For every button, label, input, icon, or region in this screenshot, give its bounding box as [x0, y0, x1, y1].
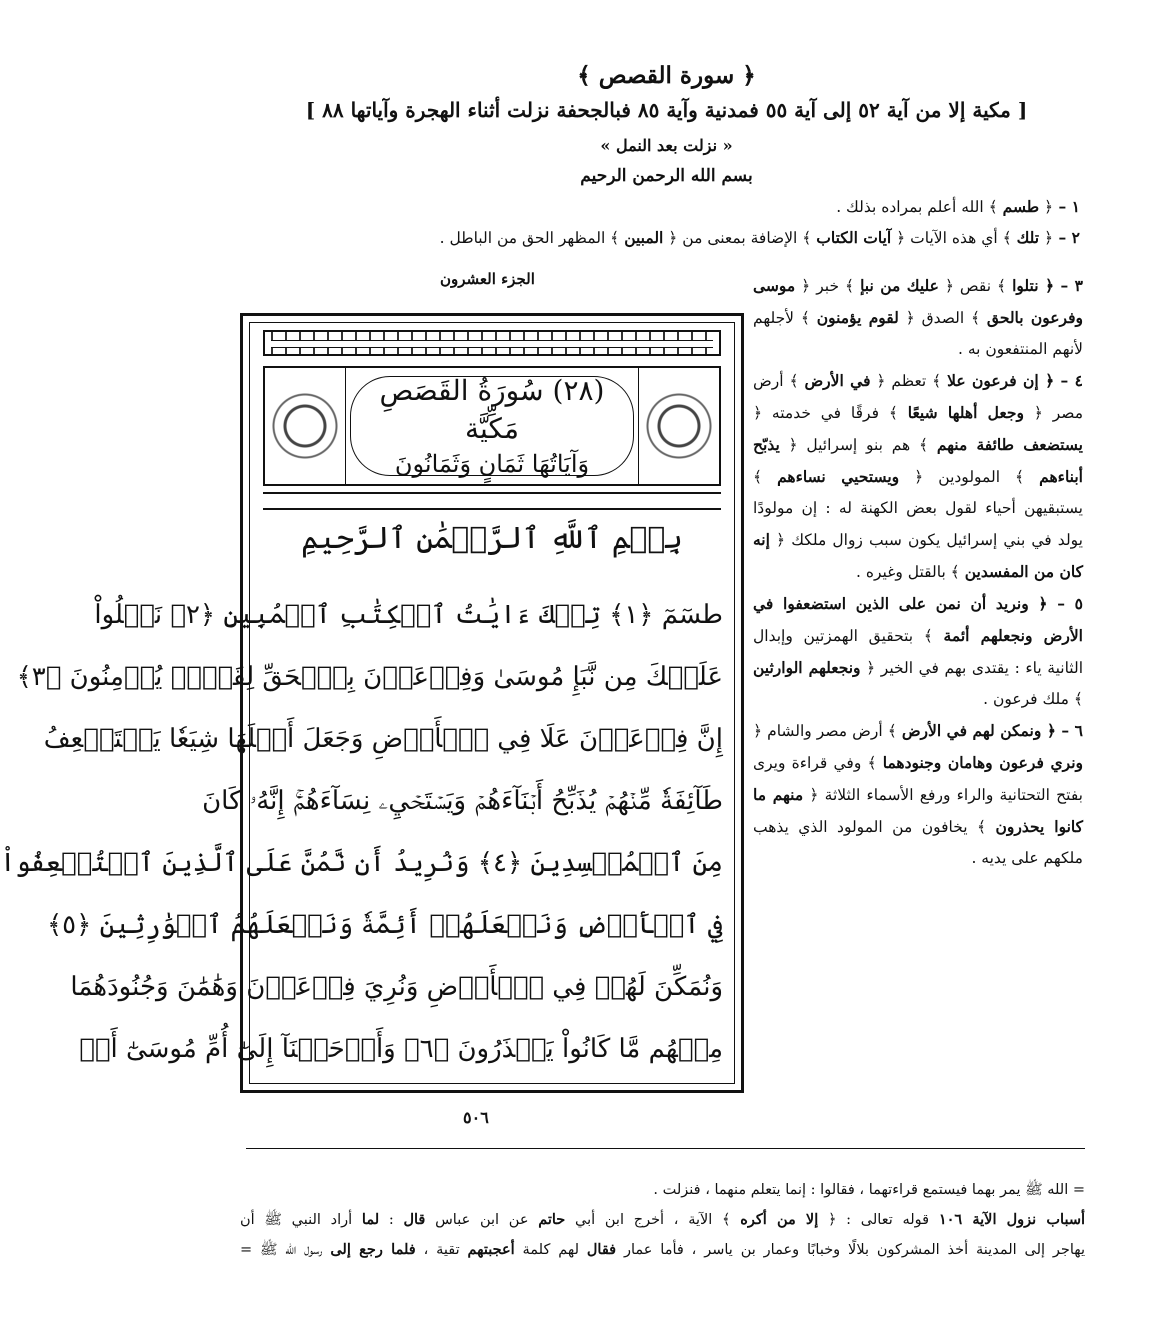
quran-phrase: لقوم يؤمنون — [816, 308, 899, 327]
commentary-text: ﴾ المولودين ﴿ — [899, 468, 1040, 486]
mushaf-line: طَآئِفَةٗ مِّنۡهُمۡ يُذَبِّحُ أَبۡنَآءَهُمۡ وَيَسۡتَحۡيِۦ نِسَآءَهُمۡۚ إِنَّهُۥ كَانَ — [202, 786, 723, 816]
quran-phrase: قال — [403, 1211, 426, 1228]
quran-phrase: لما — [361, 1211, 380, 1228]
quran-phrase: ونجعلهم الوارثين — [753, 658, 861, 677]
quran-phrase: ٥ – ﴿ — [1028, 594, 1083, 613]
quran-phrase: ٦ – ﴿ — [1041, 721, 1083, 740]
mushaf-line: مِنۡهُم مَّا كَانُواْ يَحۡذَرُونَ ﴿٦﴾ وَأَوۡحَيۡنَآ إِلَىٰٓ أُمِّ مُوسَىٰٓ أَنۡ — [79, 1034, 723, 1064]
commentary-column — [753, 270, 1083, 874]
quran-phrase: فقال — [586, 1241, 617, 1258]
quran-phrase: المبين — [624, 228, 664, 247]
quran-phrase: إن فرعون علا — [947, 371, 1039, 390]
commentary-text: ﴾ وفي قراءة ويرى بفتح التحتانية والراء ورفع الأسماء الثلاثة ﴿ — [753, 754, 1083, 804]
commentary-text: : — [379, 1212, 404, 1228]
commentary-text: قوله تعالى : ﴿ — [818, 1212, 939, 1228]
quran-phrase: ٣ – ﴿ — [1038, 276, 1083, 295]
mushaf-line: عَلَيۡكَ مِن نَّبَإِ مُوسَىٰ وَفِرۡعَوۡنَ بِٱلۡحَقِّ لِقَوۡمٖ يُؤۡمِنُونَ ﴿٣﴾ — [16, 662, 723, 692]
quran-phrase: ٤ – ﴿ — [1038, 371, 1083, 390]
mushaf-bismillah: بِسۡمِ ٱللَّهِ ٱلرَّحۡمَٰنِ ٱلرَّحِيمِ — [301, 521, 683, 556]
commentary-text: = الله ﷺ يمر بهما فيستمع قراءتهما ، فقالوا : إنما يتعلم منهما ، فنزلت . — [653, 1182, 1085, 1198]
footnote-line-1 — [240, 1176, 1085, 1204]
quran-phrase: ونمكن لهم في الأرض — [901, 721, 1042, 740]
commentary-text: ﴾ الصدق ﴿ — [898, 309, 987, 327]
commentary-text: ﴾ المظهر الحق من الباطل . — [439, 229, 625, 247]
verse-note-1 — [836, 197, 1080, 216]
commentary-text: ﴾ فرقًا في خدمته ﴿ — [753, 404, 908, 422]
mushaf-page-number: ٥٠٦ — [463, 1108, 489, 1127]
mushaf-line: مِنَ ٱلۡمُفۡسِدِينَ ﴿٤﴾ وَنُرِيدُ أَن نَّمُنَّ عَلَى ٱلَّذِينَ ٱسۡتُضۡعِفُواْ — [0, 848, 723, 878]
mushaf-sura-ayat-count: وَآيَاتُهَا ثَمَانٍ وَثَمَانُونَ — [394, 450, 590, 478]
sura-revelation-info: [ مكية إلا من آية ٥٢ إلى آية ٥٥ فمدنية وآية ٨٥ فبالجحفة نزلت أثناء الهجرة وآياتها ٨٨ ] — [305, 98, 1028, 122]
commentary-text: ﴾ يخافون من المولود الذي يذهب ملكهم على يديه . — [753, 818, 1083, 867]
commentary-text: ﴾ الله أعلم بمراده بذلك . — [836, 198, 1003, 216]
commentary-text: ﴾ أرض مصر والشام ﴿ — [753, 722, 902, 740]
mushaf-line: فِي ٱلۡأَرۡضِ وَنَجۡعَلَهُمۡ أَئِمَّةٗ وَنَجۡعَلَهُمُ ٱلۡوَٰرِثِينَ ﴿٥﴾ — [46, 910, 723, 940]
commentary-text: ﴾ تعظم ﴿ — [870, 372, 948, 390]
commentary-paragraph-5 — [753, 588, 1083, 715]
quran-phrase: أعجبتهم — [467, 1241, 515, 1258]
sura-header-box — [263, 366, 721, 486]
juz-heading: الجزء العشرون — [440, 270, 535, 288]
footnote-line-2 — [240, 1206, 1085, 1234]
sura-cartouche — [350, 376, 634, 476]
commentary-text: ﴿ — [1039, 229, 1054, 247]
quran-phrase: ونري فرعون وهامان وجنودهما — [882, 753, 1084, 772]
commentary-text: ﴾ أي هذه الآيات ﴿ — [891, 229, 1017, 247]
quran-phrase: نتلوا — [1012, 276, 1039, 295]
commentary-text: ﴾ هم بنو إسرائيل ﴿ — [779, 436, 937, 454]
quran-phrase: وجعل أهلها شيعًا — [907, 403, 1024, 422]
divider-band — [263, 492, 721, 510]
quran-phrase: ويستحيي نساءهم — [777, 467, 900, 486]
quran-phrase: فلما رجع إلى — [330, 1241, 416, 1258]
quran-phrase: في الأرض — [804, 371, 871, 390]
mushaf-line: وَنُمَكِّنَ لَهُمۡ فِي ٱلۡأَرۡضِ وَنُرِيَ فِرۡعَوۡنَ وَهَٰمَٰنَ وَجُنُودَهُمَا — [70, 972, 723, 1002]
commentary-paragraph-4 — [753, 365, 1083, 588]
commentary-paragraph-3 — [753, 270, 1083, 365]
footnote-line-3 — [240, 1236, 1085, 1264]
ornamental-band-icon — [263, 330, 721, 356]
commentary-text: ﴾ أرض مصر ﴿ — [753, 372, 1084, 422]
commentary-paragraph-6 — [753, 715, 1083, 874]
mushaf-line: إِنَّ فِرۡعَوۡنَ عَلَا فِي ٱلۡأَرۡضِ وَجَعَلَ أَهۡلَهَا شِيَعٗا يَسۡتَضۡعِفُ — [43, 724, 723, 754]
quran-phrase: حاتم — [538, 1211, 566, 1228]
commentary-text: لهم كلمة — [514, 1242, 587, 1258]
commentary-text: ﴾ نقص ﴿ — [938, 277, 1013, 295]
basmala-heading: بسم الله الرحمن الرحيم — [580, 166, 753, 186]
quran-phrase: منهم ما كانوا يحذرون — [753, 785, 1084, 836]
verse-number: ١ – — [1053, 197, 1080, 216]
commentary-text: يهاجر إلى المدينة أخذ المشركون بلالًا وخبابًا وعمار بن ياسر ، فأما عمار — [616, 1242, 1086, 1258]
quran-phrase: يستضعف طائفة منهم — [936, 435, 1083, 454]
commentary-text: ﴾ الآية ، أخرج ابن أبي — [565, 1212, 741, 1228]
quran-phrase: آيات الكتاب — [816, 228, 892, 247]
mushaf-text — [0, 584, 723, 1080]
arabesque-ornament-icon — [265, 368, 346, 484]
commentary-text: ﴾ بتحقيق الهمزتين وإبدال الثانية ياء : يقتدى بهم في الخير ﴿ — [753, 627, 1083, 677]
mushaf-sura-name: (٢٨) سُورَةُ القَصَصِ مَكِّيَّة — [379, 374, 605, 445]
commentary-text: أراد النبي ﷺ أن — [240, 1212, 362, 1228]
commentary-text: ﴾ الإضافة بمعنى من ﴿ — [663, 229, 817, 247]
mushaf-line: طسٓمٓ ﴿١﴾ تِلۡكَ ءَايَٰتُ ٱلۡكِتَٰبِ ٱلۡمُبِينِ ﴿٢﴾ نَتۡلُواْ — [94, 600, 723, 630]
quran-phrase: موسى وفرعون بالحق — [753, 276, 1083, 327]
commentary-text: ﴾ خبر ﴿ — [795, 277, 861, 295]
quran-phrase: أسباب نزول الآية ١٠٦ — [938, 1211, 1086, 1228]
quran-phrase: طسم — [1002, 197, 1040, 216]
commentary-text: ﴾ يستبقيهن أحياء لقول بعض الكهنة له : إن مولودًا يولد في بني إسرائيل يكون سبب زوال ملكك ﴿ — [753, 468, 1083, 549]
mushaf-page-frame — [0, 313, 744, 1093]
verse-note-2 — [440, 228, 1080, 247]
verse-number: ٢ – — [1053, 228, 1080, 247]
commentary-text: تقية ، — [415, 1242, 468, 1258]
footnote-divider — [246, 1148, 1085, 1149]
commentary-text: ﴾ لأجلهم لأنهم المنتفعون به . — [753, 309, 1083, 358]
arabesque-ornament-icon — [638, 368, 719, 484]
sura-title: ﴿ سورة القصص ﴾ — [577, 62, 756, 89]
quran-phrase: إنه كان من المفسدين — [753, 530, 1083, 581]
revealed-after: « نزلت بعد النمل » — [600, 136, 733, 155]
quran-phrase: عليك من نبإ — [860, 276, 939, 295]
commentary-text: ﴾ ملك فرعون . — [983, 690, 1083, 708]
quran-phrase: إلا من أكره — [740, 1211, 819, 1228]
commentary-text: ﴾ بالقتل وغيره . — [856, 563, 965, 581]
quran-phrase: يذبّح أبناءهم — [753, 435, 1083, 486]
commentary-text: عن ابن عباس — [425, 1212, 539, 1228]
quran-phrase: تلك — [1016, 228, 1040, 247]
commentary-text: ﴿ — [1039, 198, 1054, 216]
quran-phrase: ونريد أن نمن على الذين استضعفوا في الأرض ونجعلهم أئمة — [753, 594, 1083, 645]
commentary-text: رسول الله ﷺ = — [240, 1242, 331, 1258]
